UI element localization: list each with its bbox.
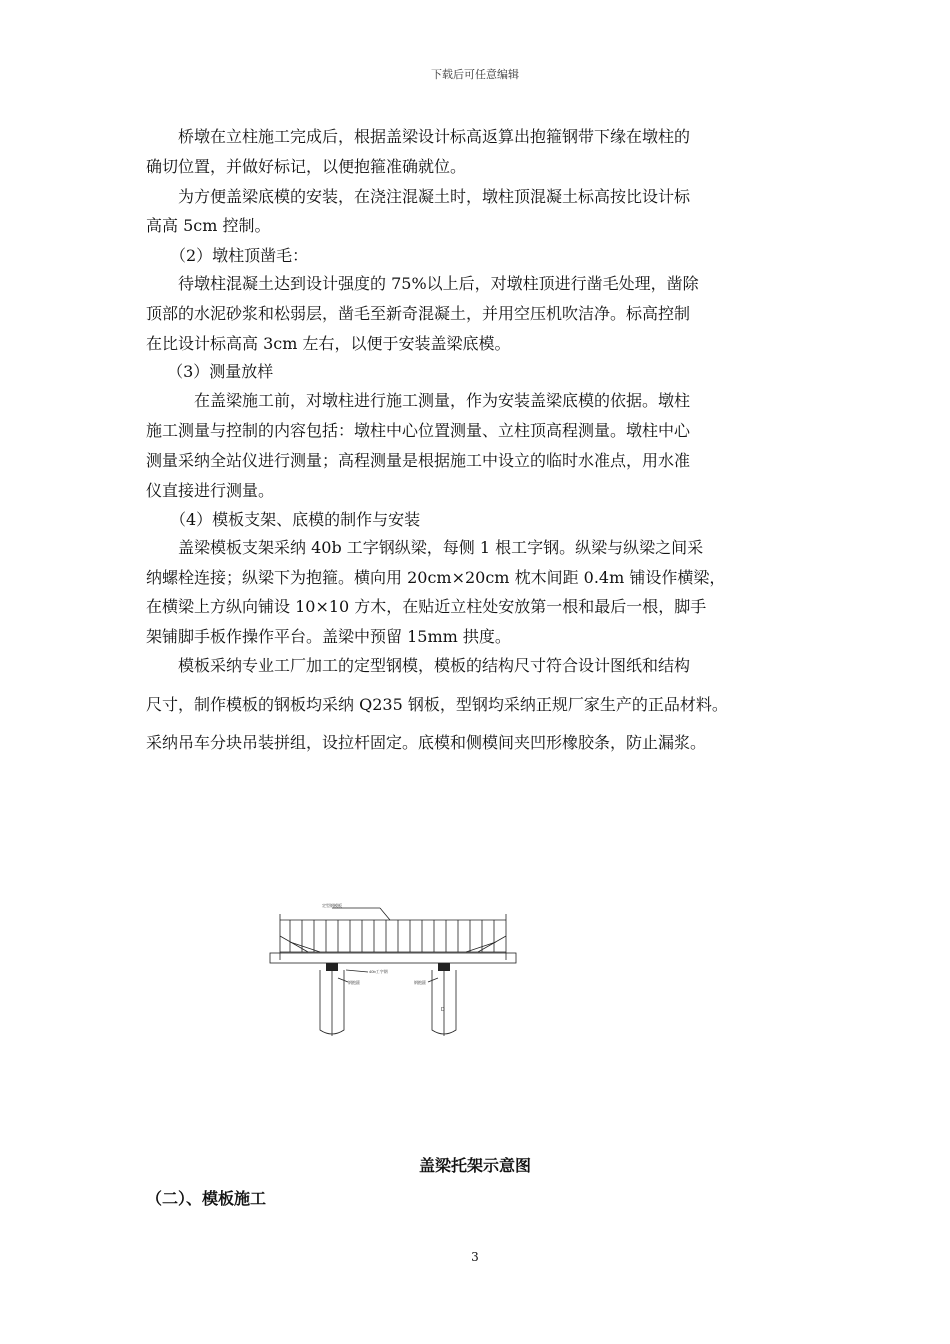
- body-line: 测量采纳全站仪进行测量；高程测量是根据施工中设立的临时水准点，用水准: [146, 451, 691, 470]
- label-pier-mark: D: [441, 1007, 445, 1013]
- label-hoop-right: 钢抱箍: [414, 980, 426, 985]
- body-line: 为方便盖梁底模的安装，在浇注混凝土时，墩柱顶混凝土标高按比设计标: [146, 187, 691, 206]
- body-line: 桥墩在立柱施工完成后，根据盖梁设计标高返算出抱箍钢带下缘在墩柱的: [146, 127, 691, 146]
- body-line: 模板采纳专业工厂加工的定型钢模，模板的结构尺寸符合设计图纸和结构: [146, 656, 691, 675]
- label-hoop-left: 钢抱箍: [348, 980, 360, 985]
- body-line: （2）墩柱顶凿毛：: [146, 246, 309, 265]
- hoop-blocks: [326, 963, 450, 971]
- body-line: 盖梁模板支架采纳 40b 工字钢纵梁，每侧 1 根工字钢。纵梁与纵梁之间采: [146, 538, 704, 557]
- body-line: （4）模板支架、底模的制作与安装: [146, 510, 421, 529]
- page-number: 3: [471, 1250, 479, 1264]
- body-line: 纳螺栓连接；纵梁下为抱箍。横向用 20cm×20cm 枕木间距 0.4m 铺设作横梁，: [146, 568, 726, 587]
- cap-beam-bracket-diagram: [268, 898, 518, 1048]
- body-line: 施工测量与控制的内容包括：墩柱中心位置测量、立柱顶高程测量。墩柱中心: [146, 421, 691, 440]
- body-line: 仪直接进行测量。: [146, 481, 275, 500]
- body-line: （3）测量放样: [146, 362, 274, 381]
- body-line: 尺寸，制作模板的钢板均采纳 Q235 钢板，型钢均采纳正规厂家生产的正品材料。: [146, 695, 728, 714]
- body-line: 高高 5cm 控制。: [146, 216, 271, 235]
- body-line: 顶部的水泥砂浆和松弱层，凿毛至新奇混凝土，并用空压机吹洁净。标高控制: [146, 304, 691, 323]
- section-heading: （二）、模板施工: [146, 1189, 267, 1208]
- page-header: 下载后可任意编辑: [431, 68, 519, 81]
- label-i-beam: 40b工字钢: [369, 969, 388, 974]
- body-line: 待墩柱混凝土达到设计强度的 75%以上后，对墩柱顶进行凿毛处理，凿除: [146, 274, 699, 293]
- diagram-frame: [270, 908, 516, 1036]
- label-side-form: 定型钢模板: [322, 903, 342, 908]
- body-line: 在盖梁施工前，对墩柱进行施工测量，作为安装盖梁底模的依据。墩柱: [146, 391, 691, 410]
- figure-caption: 盖梁托架示意图: [418, 1156, 531, 1175]
- body-line: 在横梁上方纵向铺设 10×10 方木，在贴近立柱处安放第一根和最后一根，脚手: [146, 597, 707, 616]
- body-line: 在比设计标高高 3cm 左右，以便于安装盖梁底模。: [146, 334, 511, 353]
- body-line: 采纳吊车分块吊装拼组，设拉杆固定。底模和侧模间夹凹形橡胶条，防止漏浆。: [146, 733, 707, 752]
- body-line: 确切位置，并做好标记，以便抱箍准确就位。: [146, 157, 467, 176]
- body-line: 架铺脚手板作操作平台。盖梁中预留 15mm 拱度。: [146, 627, 511, 646]
